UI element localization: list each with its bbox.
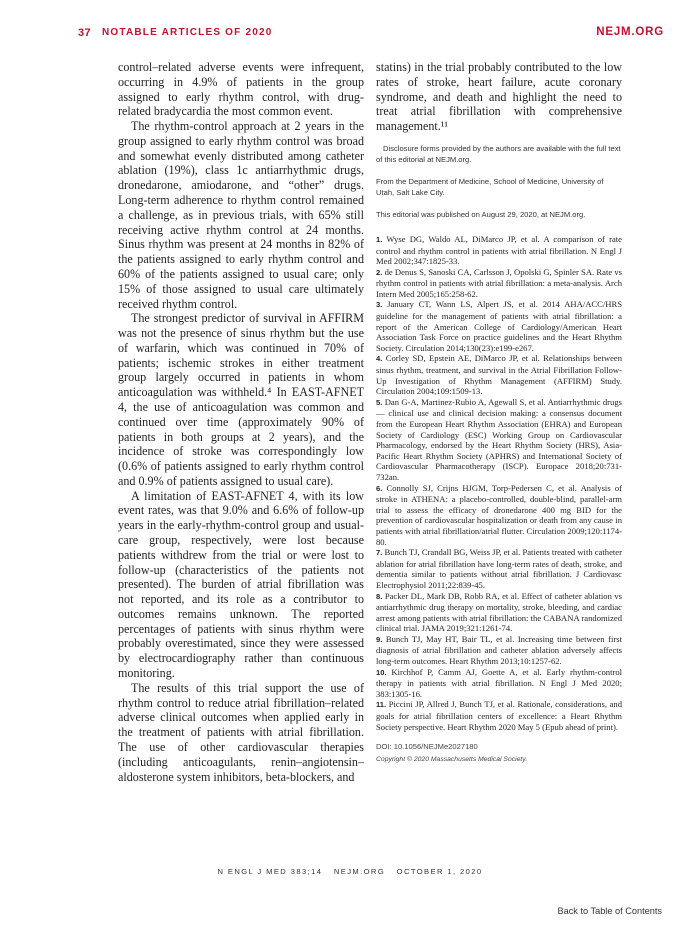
reference-text: Bunch TJ, May HT, Bair TL, et al. Increasing time between first diagnosis of atrial fibrillation and catheter ablation adversely affects long-term outcomes. Heart Rhythm 2013;10:1257-62.: [376, 633, 622, 667]
paragraph: The results of this trial support the use of rhythm control to reduce atrial fibrillation–related adverse clinical outcomes when applied early in the treatment of patients with atrial fibrillation. The use of other cardiovascular therapies (including anticoagulants, renin–angiotensin–aldosterone system inhibitors, beta-blockers, and: [118, 680, 364, 784]
reference-number: 8.: [376, 591, 383, 601]
back-to-toc-link[interactable]: Back to Table of Contents: [557, 906, 662, 916]
reference-number: 9.: [376, 634, 383, 644]
reference-text: Dan G-A, Martinez-Rubio A, Agewall S, et al. Antiarrhythmic drugs — clinical use and clinical decision making: a consensus document from the European Heart Rhythm Association (EHRA) and European Society of Cardiology (ESC) Working Group on Cardiovascular Pharmacology, endorsed by the Heart Rhythm Society (HRS), Asia-Pacific Heart Rhythm Society (APHRS) and International Society of Cardiovascular Pharmacotherapy (ISCP). Europace 2018;20:731-732an.: [376, 396, 622, 482]
right-column: [376, 60, 622, 765]
reference-item: [376, 667, 622, 700]
paragraph: control–related adverse events were infrequent, occurring in 4.9% of patients in the group assigned to early rhythm control, with drug-related bradycardia the most common event.: [118, 60, 364, 119]
paragraph: The rhythm-control approach at 2 years in the group assigned to early rhythm control was broad and somewhat evenly distributed among catheter ablation (19%), class 1c antiarrhythmic drugs, dronedarone, amiodarone, and “other” drugs. Long-term adherence to rhythm control remained a challenge, as in previous trials, with 65% still receiving active rhythm control at 24 months. Sinus rhythm was present at 24 months in 82% of the patients assigned to early rhythm control and 60% of the patients assigned to usual care; only 15% of those assigned to usual care ultimately received rhythm control.: [118, 119, 364, 311]
paragraph: A limitation of EAST-AFNET 4, with its low event rates, was that 9.0% and 6.6% of follow-up years in the early-rhythm-control group and usual-care group, respectively, were lost because patients withdrew from the trial or were lost to follow-up (characteristics of the patients not presented). The burden of atrial fibrillation was not reported, and its role as a contributor to outcomes remains unknown. The reported percentages of patients with sinus rhythm were probably overestimated, since they were assessed by electrocardiography rather than continuous monitoring.: [118, 488, 364, 681]
reference-number: 5.: [376, 397, 383, 407]
reference-item: [376, 699, 622, 732]
journal-brand: NEJM.ORG: [596, 26, 664, 38]
reference-item: [376, 547, 622, 590]
reference-text: Bunch TJ, Crandall BG, Weiss JP, et al. Patients treated with catheter ablation for atrial fibrillation have long-term rates of death, stroke, and dementia similar to patients without atrial fibrillation. J Cardiovasc Electrophysiol 2011;22:839-45.: [376, 547, 622, 590]
disclosure-note: Disclosure forms provided by the authors are available with the full text of this editorial at NEJM.org.: [376, 143, 621, 164]
reference-text: Kirchhof P, Camm AJ, Goette A, et al. Early rhythm-control therapy in patients with atrial fibrillation. N Engl J Med 2020; 383:1305-16.: [376, 666, 623, 699]
footer-journal: N ENGL J MED 383;14: [217, 867, 323, 876]
page-footer: [0, 867, 700, 876]
reference-item: [376, 591, 622, 634]
reference-number: 1.: [376, 234, 383, 244]
paragraph: The strongest predictor of survival in AFFIRM was not the presence of sinus rhythm but the use of warfarin, which was continued in 70% of patients; ischemic strokes in either treatment group largely occurred in patients in whom anticoagulation was withheld.⁴ In EAST-AFNET 4, the use of anticoagulation was common and continued over time (approximately 90% of patients in both groups at 2 years), and the incidence of stroke was correspondingly low (0.6% of patients assigned to early rhythm control and 0.9% of patients assigned to usual care).: [118, 311, 364, 488]
references-list: [376, 234, 622, 732]
reference-number: 2.: [376, 267, 383, 277]
copyright-notice: Copyright © 2020 Massachusetts Medical Society.: [376, 756, 528, 764]
reference-text: Piccini JP, Allred J, Bunch TJ, et al. Rationale, considerations, and goals for atrial fibrillation centers of excellence: a Heart Rhythm Society perspective. Heart Rhythm 2020 May 5 (Epub ahead of print).: [376, 699, 622, 732]
reference-number: 4.: [376, 354, 383, 364]
reference-text: Packer DL, Mark DB, Robb RA, et al. Effect of catheter ablation vs antiarrhythmic drug therapy on mortality, stroke, bleeding, and cardiac arrest among patients with atrial fibrillation: the CABANA randomized clinical trial. JAMA 2019;321:1261-74.: [376, 590, 622, 634]
reference-item: [376, 353, 622, 396]
reference-number: 6.: [376, 483, 383, 493]
affiliation-note: From the Department of Medicine, School of Medicine, University of Utah, Salt Lake City.: [376, 176, 604, 197]
footer-date: OCTOBER 1, 2020: [396, 867, 483, 876]
page-header: [78, 24, 664, 44]
reference-item: [376, 299, 622, 353]
publication-note: This editorial was published on August 29, 2020, at NEJM.org.: [376, 209, 586, 219]
reference-item: [376, 483, 622, 548]
reference-text: de Denus S, Sanoski CA, Carlsson J, Opolski G, Spinler SA. Rate vs rhythm control in patients with atrial fibrillation: a meta-analysis. Arch Intern Med 2005;165:258-62.: [376, 266, 623, 299]
reference-text: Connolly SJ, Crijns HJGM, Torp-Pedersen C, et al. Analysis of stroke in ATHENA: a placebo-controlled, double-blind, parallel-arm trial to assess the efficacy of dronedarone 400 mg BID for the prevention of cardiovascular hospitalization or death from any cause in patients with atrial fibrillation/atrial flutter. Circulation 2009;120:1174-80.: [376, 482, 622, 547]
reference-item: [376, 634, 622, 667]
paragraph-continuation: statins) in the trial probably contributed to the low rates of stroke, heart failure, acute coronary syndrome, and death and highlight the need to treat atrial fibrillation with comprehensive management.¹¹: [376, 60, 622, 134]
reference-number: 7.: [376, 548, 383, 558]
reference-text: Wyse DG, Waldo AL, DiMarco JP, et al. A comparison of rate control and rhythm control in patients with atrial fibrillation. N Engl J Med 2002;347:1825-33.: [376, 233, 622, 267]
doi-link[interactable]: DOI: 10.1056/NEJMe2027180: [376, 742, 478, 752]
reference-text: Corley SD, Epstein AE, DiMarco JP, et al. Relationships between sinus rhythm, treatment, and survival in the Atrial Fibrillation Follow-Up Investigation of Rhythm Management (AFFIRM) Study. Circulation 2004;109:1509-13.: [376, 353, 622, 397]
reference-number: 11.: [376, 700, 387, 710]
reference-number: 10.: [376, 667, 387, 677]
footer-site: NEJM.ORG: [333, 867, 386, 876]
page-number: 37: [78, 27, 92, 39]
section-title: NOTABLE ARTICLES OF 2020: [102, 27, 273, 38]
reference-item: [376, 397, 622, 483]
reference-number: 3.: [376, 300, 383, 310]
body-text-left-column: [118, 60, 364, 784]
reference-item: [376, 267, 622, 300]
reference-item: [376, 234, 622, 267]
reference-text: January CT, Wann LS, Alpert JS, et al. 2014 AHA/ACC/HRS guideline for the management of patients with atrial fibrillation: a report of the American College of Cardiology/American Heart Association Task Force on practice guidelines and the Heart Rhythm Society. Circulation 2014;130(23):e199-e267.: [376, 299, 622, 353]
